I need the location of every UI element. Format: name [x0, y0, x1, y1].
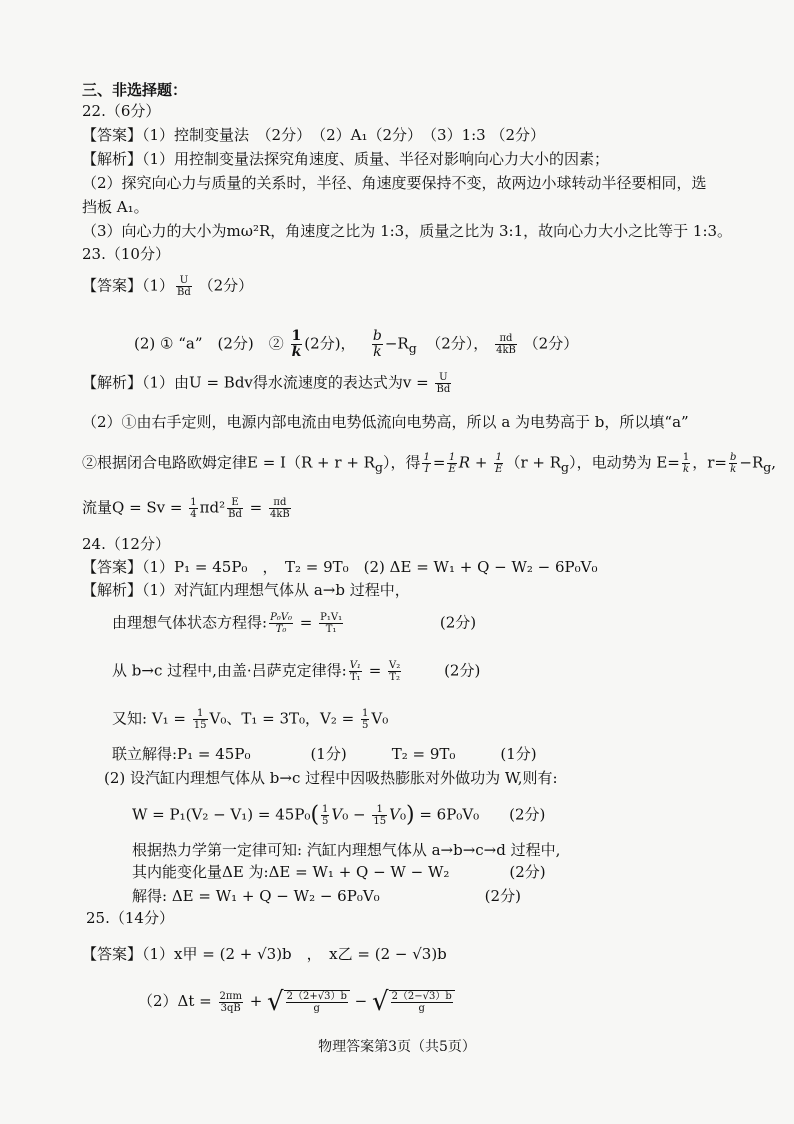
q23-ans2-b-num: b	[372, 328, 382, 344]
q23-ana4-mid: πd²	[199, 498, 226, 517]
q23-ans2-k-num: 1	[291, 328, 302, 344]
q24-analysis-10: 解得: ΔE = W₁ + Q − W₂ − 6P₀V₀ (2分)	[132, 887, 521, 905]
q22-analysis-2a: （2）探究向心力与质量的关系时，半径、角速度要保持不变，故两边小球转动半径要相同，选	[82, 174, 707, 192]
q23-ans2-points-2: （2分），	[426, 334, 489, 353]
q23-analysis-2: （2）①由右手定则，电源内部电流由电势低流向电势高，所以 a 为电势高于 b，所以填“a”	[82, 413, 689, 431]
q23-ans2-k-den: k	[291, 344, 302, 360]
q23-header: 23.（10分）	[82, 245, 170, 263]
q24-analysis-3: 从 b→c 过程中,由盖·吕萨克定律得: $\frac{\text{V₁}}{\text{T₁}}$ = $\frac{\text{V₂}}{\text{T₂}}$ (2分)	[112, 660, 481, 683]
q24-ana3-points: (2分)	[444, 661, 481, 680]
q25-ans2-s2-den: g	[418, 1003, 425, 1014]
q23-ans2-pi-den: 4kB	[496, 345, 516, 356]
q23-ana4-eq: =	[244, 498, 267, 517]
q22-analysis-3: （3）向心力的大小为mω²R，角速度之比为 1:3，质量之比为 3:1，故向心力大小之比等于 1:3。	[82, 222, 733, 240]
q23-ans2-points-1: (2分)，	[304, 334, 356, 353]
q24-ana7-prefix: W = P₁(V₂ − V₁) = 45P₀	[132, 805, 311, 824]
q22-analysis-2b: 挡板 A₁。	[82, 198, 149, 216]
q24-analysis-7: W = P₁(V₂ − V₁) = 45P₀( $\frac{1}{5}$ V₀ − $\frac{1}{15}$ V₀) = 6P₀V₀ (2分)	[132, 802, 546, 828]
q22-analysis-1: 【解析】（1）用控制变量法探究角速度、质量、半径对影响向心力大小的因素；	[82, 150, 610, 168]
q22-answer: 【答案】（1）控制变量法 （2分） （2）A₁（2分） （3）1:3 （2分）	[82, 126, 546, 144]
section-title: 三、非选择题：	[82, 81, 188, 99]
q23-ans1-prefix: 【答案】（1）	[82, 276, 175, 295]
q23-answer-2	[134, 329, 578, 360]
q25-ans2-s1-den: g	[313, 1003, 320, 1014]
q23-ans2-pi-fraction	[495, 333, 517, 356]
q24-analysis-5: 联立解得:P₁ = 45P₀ (1分) T₂ = 9T₀ (1分)	[112, 745, 537, 763]
q24-analysis-8: 根据热力学第一定律可知: 汽缸内理想气体从 a→b→c→d 过程中,	[132, 841, 561, 859]
q24-ana4-end: V₀	[371, 709, 389, 728]
q23-analysis-4: 流量Q = Sv = $\frac{1}{4}$ πd² $\frac{E}{Bd}$ = $\frac{\pi d}{4kB}$	[82, 497, 290, 520]
q23-ana1-den: Bd	[436, 384, 451, 395]
q23-ana3-tail: （r + R	[505, 453, 562, 472]
q24-analysis-9: 其内能变化量ΔE 为:ΔE = W₁ + Q − W − W₂ (2分)	[132, 863, 546, 881]
q24-answer: 【答案】（1）P₁ = 45P₀ ， T₂ = 9T₀ (2) ΔE = W₁ + Q − W₂ − 6P₀V₀	[82, 558, 598, 576]
q24-ana4-prefix: 又知: V₁ =	[112, 709, 191, 728]
q23-ans2-rg: −R	[384, 334, 409, 353]
q25-ans2-prefix: （2）Δt =	[138, 992, 217, 1010]
q23-ans2-b-den: k	[373, 344, 382, 360]
q25-answer-1: 【答案】（1）x甲 = (2 + √3)b ， x乙 = (2 − √3)b	[82, 945, 447, 963]
q24-header: 24.（12分）	[82, 535, 170, 553]
q23-ans2-rg-sub: g	[408, 340, 417, 356]
q24-analysis-4: 又知: V₁ = $\frac{1}{15}$ V₀、T₁ = 3T₀，V₂ = $\frac{1}{5}$ V₀	[112, 708, 389, 731]
q23-ans2-k-fraction	[291, 329, 303, 360]
q25-ans2-f-num: 2πm	[219, 990, 242, 1002]
q23-analysis-1	[82, 372, 453, 395]
q23-ans2-prefix: (2) ① “a” (2分) ②	[134, 334, 284, 353]
q23-ana3-r: ，r=	[692, 453, 727, 472]
q23-ana3-mid: ），得	[382, 453, 421, 472]
q23-ans1-den: Bd	[177, 287, 191, 298]
q24-ana2-prefix: 由理想气体状态方程得:	[112, 613, 268, 632]
q23-ans2-pi-num: πd	[495, 333, 517, 345]
q25-ans2-s2-num: 2（2−√3）b	[391, 991, 452, 1002]
q25-ans2-f-den: 3qB	[220, 1002, 241, 1014]
q24-ana2-points: (2分)	[439, 613, 477, 632]
q25-answer-2: （2）Δt = $\frac{2\pi m}{3qB}$ + √ $\frac{2(2+√3)b}{g}$ − √ $\frac{2(2-√3)b}{g}$	[138, 990, 455, 1014]
q23-ana1-prefix: 【解析】（1）由U = Bdv得水流速度的表达式为v =	[82, 373, 434, 392]
q23-ans1-fraction	[176, 275, 192, 298]
q23-ana1-num: U	[435, 372, 451, 384]
q23-analysis-3: ②根据闭合电路欧姆定律$E = I(R + r + R_g)$，得 $\frac{1}{I}$ = $\frac{1}{E}$ R + $\frac{1}{E}$ $(r + R_g)$，电动势为 E= $\frac{1}{k}$ ，r= $\frac{b}{k}$ $-R_g$,	[82, 452, 777, 475]
q22-header: 22.（6分）	[82, 102, 161, 120]
q24-analysis-1: 【解析】（1）对汽缸内理想气体从 a→b 过程中，	[82, 581, 410, 599]
q25-header: 25.（14分）	[86, 909, 174, 927]
q23-ans2-points-3: （2分）	[523, 334, 579, 353]
page-footer: 物理答案第3页（共5页）	[318, 1039, 476, 1055]
q24-analysis-6: (2) 设汽缸内理想气体从 b→c 过程中因吸热膨胀对外做功为 W,则有:	[104, 769, 558, 787]
q23-ana4-prefix: 流量Q = Sv =	[82, 498, 188, 517]
q25-ans2-s1-num: 2（2+√3）b	[286, 991, 347, 1002]
q24-ana7-end: = 6P₀V₀ (2分)	[414, 805, 546, 824]
q23-answer-1	[82, 275, 253, 298]
q23-ans1-points: （2分）	[198, 276, 254, 295]
q23-ana3-prefix: ②根据闭合电路欧姆定律E = I（R + r + R	[82, 453, 375, 472]
q23-ans1-num: U	[176, 275, 192, 287]
q24-analysis-2: 由理想气体状态方程得: $\frac{\text{P₀V₀}}{\text{T₀}}$ = $\frac{\text{P₁V₁}}{\text{T₁}}$ (2分)	[112, 612, 477, 635]
q24-ana4-mid: V₀、T₁ = 3T₀，V₂ =	[209, 709, 359, 728]
q23-ana3-emf: ），电动势为 E=	[569, 453, 680, 472]
q23-ana1-fraction	[435, 372, 451, 395]
q23-ans2-b-fraction	[372, 329, 383, 360]
q24-ana3-prefix: 从 b→c 过程中,由盖·吕萨克定律得:	[112, 661, 347, 680]
